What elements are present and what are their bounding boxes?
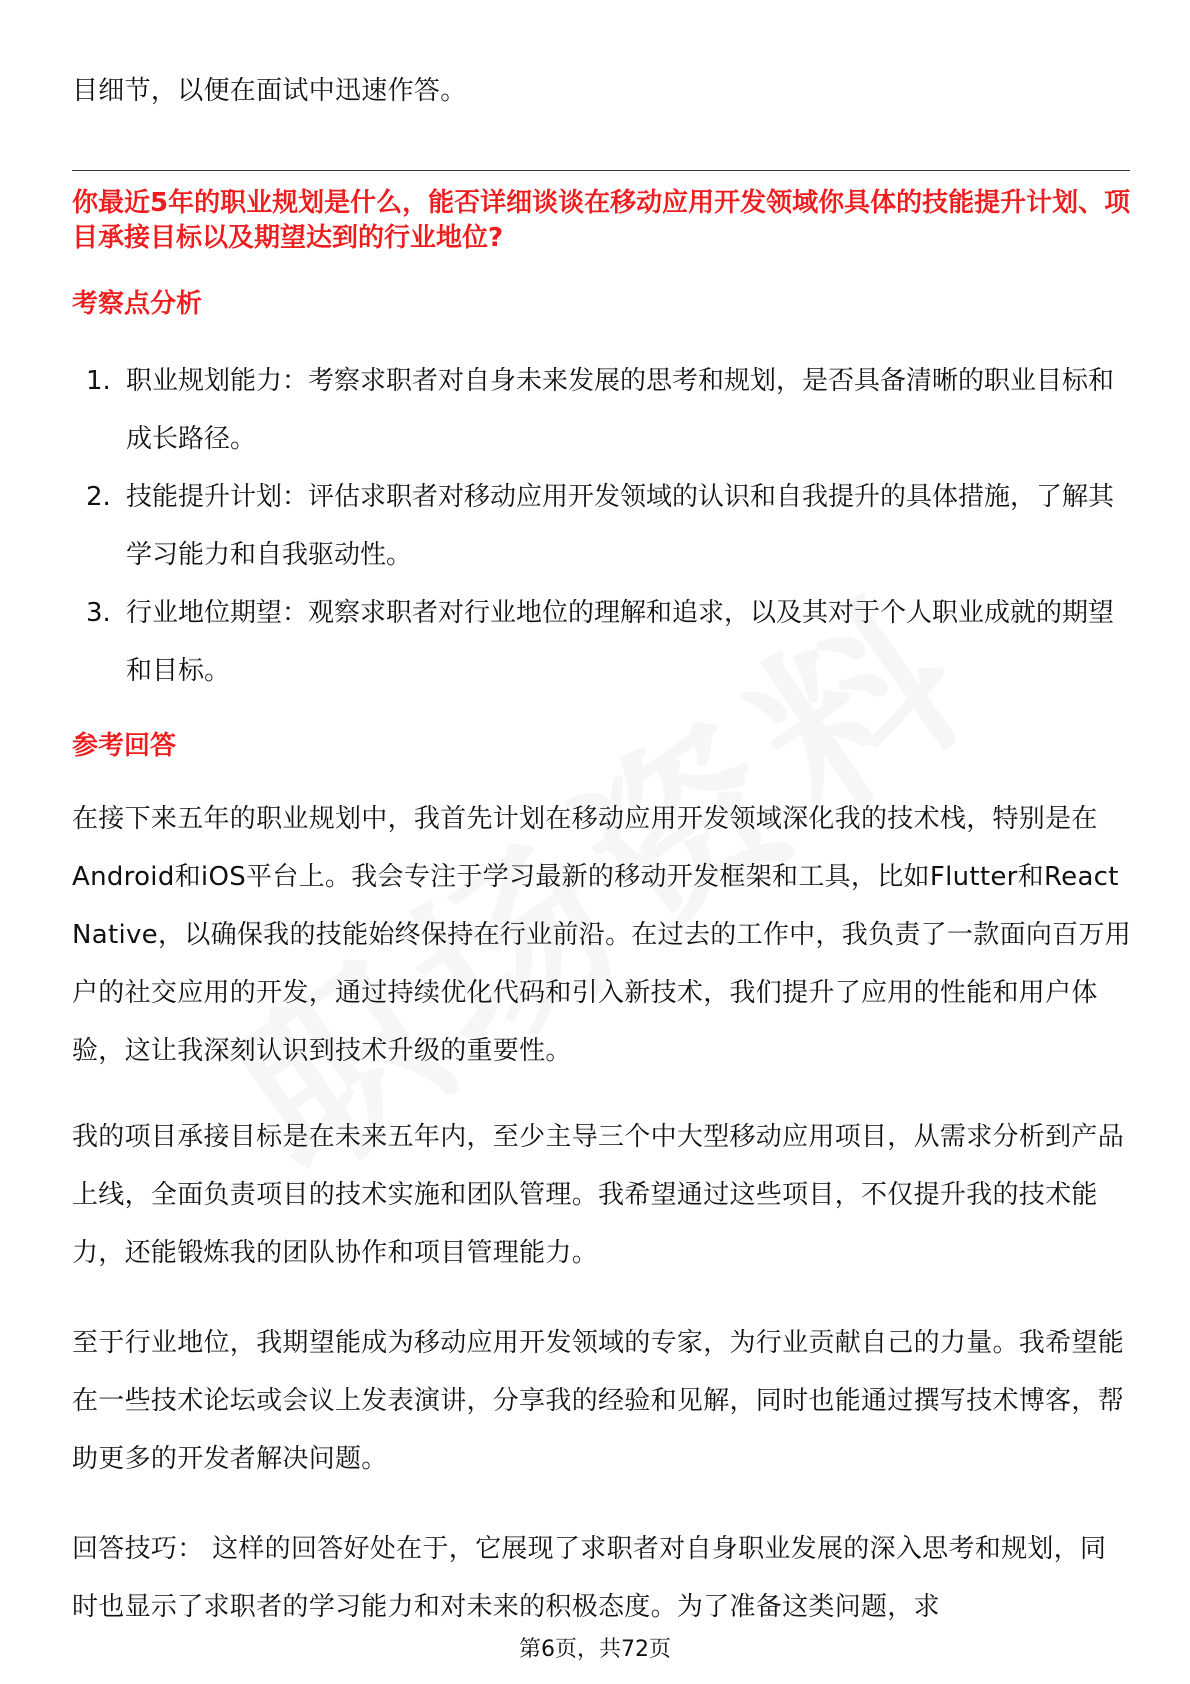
list-item	[72, 584, 1132, 700]
list-item	[72, 468, 1132, 584]
continued-text: 目细节，以便在面试中迅速作答。	[72, 76, 467, 106]
answer-paragraph: 我的项目承接目标是在未来五年内，至少主导三个中大型移动应用项目，从需求分析到产品上线，全面负责项目的技术实施和团队管理。我希望通过这些项目，不仅提升我的技术能力，还能锻炼我的团队协作和项目管理能力。	[72, 1122, 1125, 1268]
list-item-text: 行业地位期望：观察求职者对行业地位的理解和追求，以及其对于个人职业成就的期望和目标。	[126, 598, 1115, 686]
question-title: 你最近5年的职业规划是什么，能否详细谈谈在移动应用开发领域你具体的技能提升计划、项目承接目标以及期望达到的行业地位?	[72, 188, 1131, 253]
list-item-text: 职业规划能力：考察求职者对自身未来发展的思考和规划，是否具备清晰的职业目标和成长路径。	[126, 366, 1115, 454]
section-divider	[72, 170, 1130, 171]
analysis-points-list	[72, 352, 1132, 700]
list-item-text: 技能提升计划：评估求职者对移动应用开发领域的认识和自我提升的具体措施，了解其学习能力和自我驱动性。	[126, 482, 1115, 570]
list-item	[72, 352, 1132, 468]
list-item-number: 3.	[86, 598, 111, 628]
list-item-number: 1.	[86, 366, 111, 396]
list-item-number: 2.	[86, 482, 111, 512]
analysis-heading: 考察点分析	[72, 289, 203, 319]
answer-paragraph: 在接下来五年的职业规划中，我首先计划在移动应用开发领域深化我的技术栈，特别是在Android和iOS平台上。我会专注于学习最新的移动开发框架和工具，比如Flutter和React Native，以确保我的技能始终保持在行业前沿。在过去的工作中，我负责了一款面向百万用户的社交应用的开发，通过持续优化代码和引入新技术，我们提升了应用的性能和用户体验，这让我深刻认识到技术升级的重要性。	[72, 804, 1132, 1066]
answer-paragraph: 至于行业地位，我期望能成为移动应用开发领域的专家，为行业贡献自己的力量。我希望能在一些技术论坛或会议上发表演讲，分享我的经验和见解，同时也能通过撰写技术博客，帮助更多的开发者解决问题。	[72, 1328, 1125, 1474]
page-number: 第6页，共72页	[519, 1637, 671, 1662]
answer-heading: 参考回答	[72, 731, 177, 761]
answer-tips-paragraph: 回答技巧： 这样的回答好处在于，它展现了求职者对自身职业发展的深入思考和规划，同时也显示了求职者的学习能力和对未来的积极态度。为了准备这类问题，求	[72, 1534, 1107, 1622]
